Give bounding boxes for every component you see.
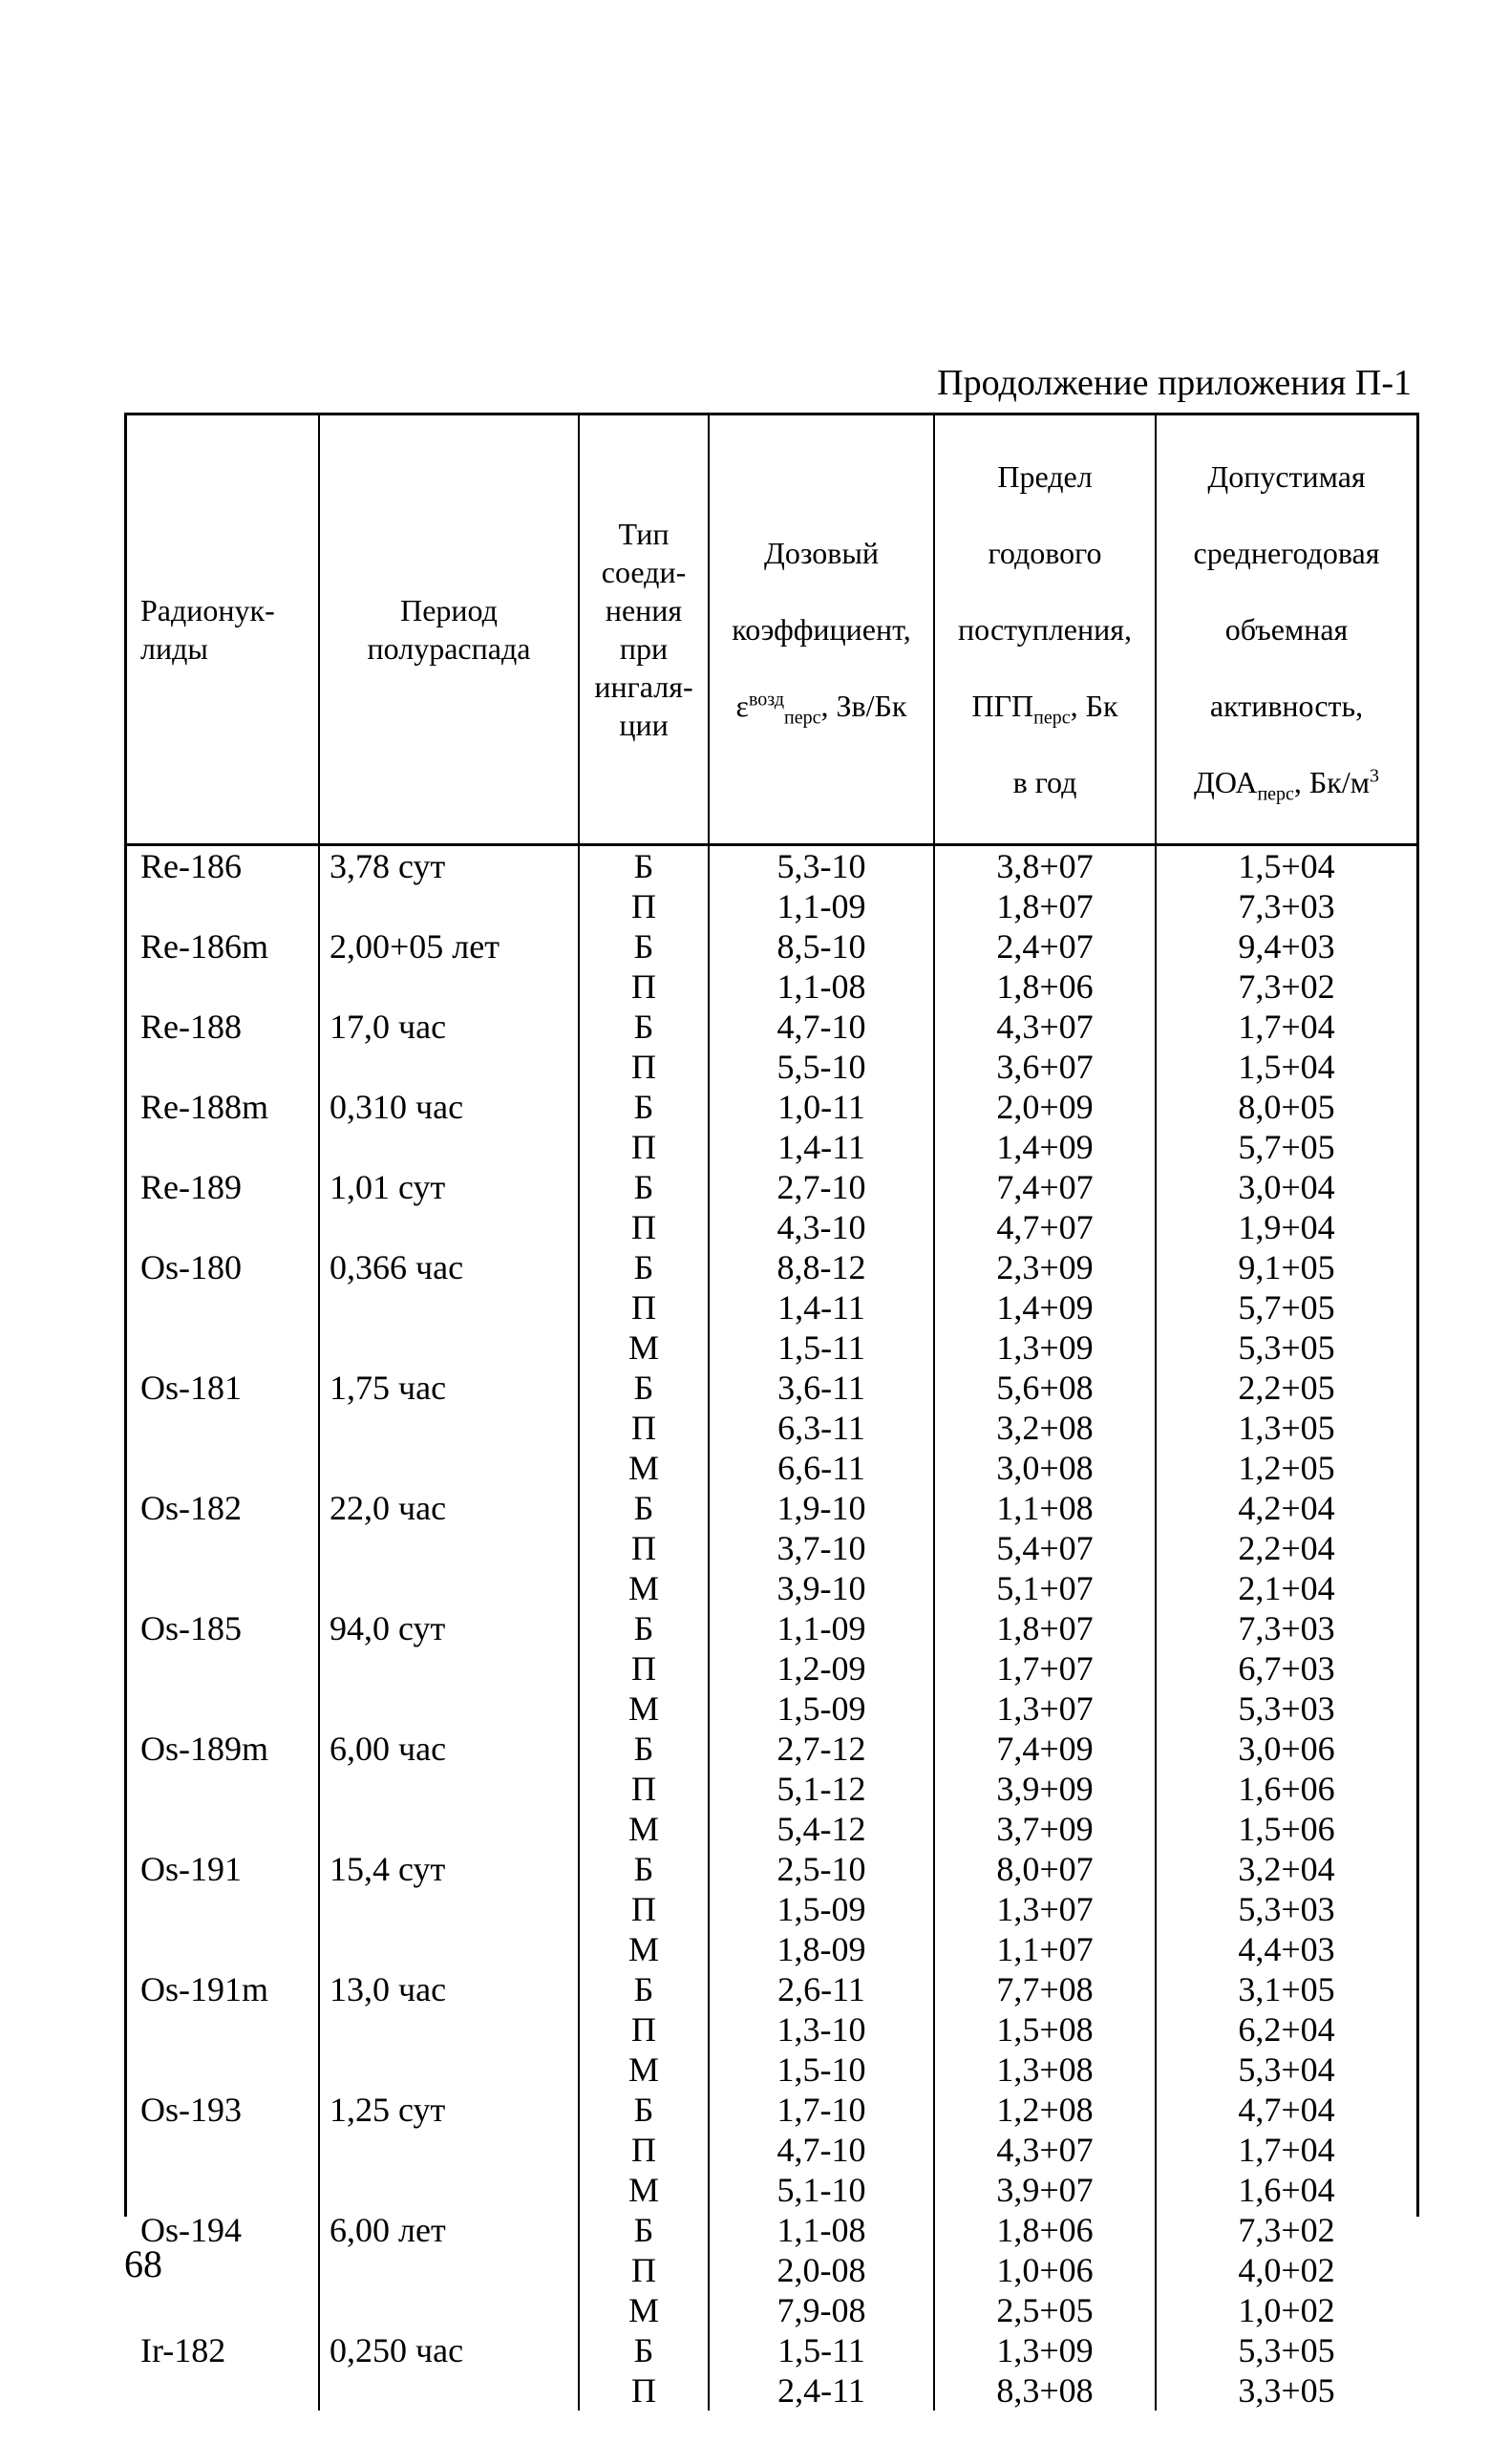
cell-intake-limit: 2,4+07 (934, 926, 1156, 966)
header-nuclide: Радионук- лиды (127, 415, 319, 845)
table-row (127, 1849, 1416, 1889)
cell-half-life (319, 1809, 579, 1849)
cell-nuclide (127, 1769, 319, 1809)
cell-intake-limit: 1,1+07 (934, 1929, 1156, 1969)
header-dose-line-1: Дозовый (763, 536, 879, 570)
table-row (127, 966, 1416, 1007)
cell-intake-limit: 3,9+09 (934, 1769, 1156, 1809)
cell-nuclide: Os-180 (127, 1247, 319, 1287)
cell-nuclide (127, 2170, 319, 2210)
cell-nuclide (127, 1127, 319, 1167)
cell-intake-limit: 3,8+07 (934, 845, 1156, 887)
cell-dose-coefficient: 6,3-11 (709, 1408, 934, 1448)
cell-nuclide (127, 2009, 319, 2050)
cell-intake-limit: 1,1+08 (934, 1488, 1156, 1528)
cell-half-life (319, 886, 579, 926)
cell-compound-type: П (579, 886, 709, 926)
cell-permissible-activity: 5,3+03 (1238, 1890, 1335, 1928)
cell-half-life: 0,366 час (319, 1247, 579, 1287)
cell-compound-type: М (579, 1809, 709, 1849)
cell-nuclide (127, 1207, 319, 1247)
cell-half-life: 6,00 лет (319, 2210, 579, 2250)
cell-intake-limit: 1,8+06 (934, 966, 1156, 1007)
cell-nuclide (127, 1929, 319, 1969)
table-row (127, 1448, 1416, 1488)
cell-compound-type: М (579, 2050, 709, 2090)
cell-intake-limit: 1,5+08 (934, 2009, 1156, 2050)
cell-intake-limit: 1,8+06 (934, 2210, 1156, 2250)
cell-dose-coefficient: 5,3-10 (709, 845, 934, 887)
cell-permissible-activity: 3,3+05 (1238, 2371, 1335, 2410)
cell-half-life: 17,0 час (319, 1007, 579, 1047)
cell-nuclide: Re-189 (127, 1167, 319, 1207)
cell-nuclide: Os-185 (127, 1608, 319, 1648)
table-row (127, 1167, 1416, 1207)
cell-half-life (319, 1047, 579, 1087)
cell-nuclide (127, 2050, 319, 2090)
cell-compound-type: П (579, 2009, 709, 2050)
cell-permissible-activity: 1,5+04 (1238, 1048, 1335, 1086)
cell-compound-type: Б (579, 2330, 709, 2370)
cell-dose-coefficient: 4,7-10 (709, 1007, 934, 1047)
cell-dose-coefficient: 3,9-10 (709, 1568, 934, 1608)
cell-half-life (319, 1328, 579, 1368)
cell-permissible-activity: 3,0+06 (1238, 1730, 1335, 1768)
table-row (127, 1568, 1416, 1608)
cell-half-life (319, 1689, 579, 1729)
cell-nuclide (127, 1648, 319, 1689)
cell-intake-limit: 1,3+07 (934, 1689, 1156, 1729)
cell-intake-limit: 3,0+08 (934, 1448, 1156, 1488)
cell-dose-coefficient: 1,5-09 (709, 1689, 934, 1729)
cell-permissible-activity: 1,7+04 (1238, 2131, 1335, 2169)
cell-dose-coefficient: 2,5-10 (709, 1849, 934, 1889)
header-dose-line-2: коэффициент, (732, 612, 911, 647)
cell-half-life: 15,4 сут (319, 1849, 579, 1889)
cell-permissible-activity: 4,7+04 (1238, 2091, 1335, 2129)
header-limit-line-5: в год (1012, 765, 1077, 799)
cell-dose-coefficient: 1,5-11 (709, 2330, 934, 2370)
cell-compound-type: Б (579, 1167, 709, 1207)
cell-permissible-activity: 7,3+02 (1238, 967, 1335, 1006)
cell-compound-type: Б (579, 1969, 709, 2009)
cell-compound-type: М (579, 1689, 709, 1729)
cell-half-life: 94,0 сут (319, 1608, 579, 1648)
cell-nuclide: Re-188 (127, 1007, 319, 1047)
cell-dose-coefficient: 1,4-11 (709, 1287, 934, 1328)
cell-compound-type: Б (579, 1488, 709, 1528)
table-row (127, 926, 1416, 966)
cell-permissible-activity: 3,1+05 (1238, 1970, 1335, 2008)
header-intake-limit (934, 415, 1156, 845)
cell-intake-limit: 1,4+09 (934, 1287, 1156, 1328)
cell-intake-limit: 1,3+09 (934, 2330, 1156, 2370)
cell-nuclide (127, 966, 319, 1007)
cell-compound-type: Б (579, 2210, 709, 2250)
cell-dose-coefficient: 1,5-09 (709, 1889, 934, 1929)
table-row (127, 1769, 1416, 1809)
cell-dose-coefficient: 1,8-09 (709, 1929, 934, 1969)
cell-dose-coefficient: 7,9-08 (709, 2290, 934, 2330)
cell-permissible-activity: 1,6+06 (1238, 1770, 1335, 1808)
cell-half-life (319, 2050, 579, 2090)
cell-half-life (319, 1207, 579, 1247)
table-row (127, 2370, 1416, 2411)
header-activity-line-3: объемная (1224, 612, 1349, 647)
cell-half-life: 3,78 сут (319, 845, 579, 887)
cell-nuclide (127, 1689, 319, 1729)
cell-dose-coefficient: 4,3-10 (709, 1207, 934, 1247)
cell-nuclide (127, 2370, 319, 2411)
cell-nuclide (127, 1287, 319, 1328)
cell-dose-coefficient: 1,9-10 (709, 1488, 934, 1528)
cell-half-life (319, 1929, 579, 1969)
header-limit-line-1: Предел (997, 459, 1093, 494)
cell-half-life (319, 2130, 579, 2170)
cell-compound-type: П (579, 1648, 709, 1689)
cell-compound-type: Б (579, 1087, 709, 1127)
cell-intake-limit: 8,0+07 (934, 1849, 1156, 1889)
cell-half-life (319, 1568, 579, 1608)
cell-intake-limit: 7,7+08 (934, 1969, 1156, 2009)
table-row (127, 1488, 1416, 1528)
cell-nuclide (127, 1408, 319, 1448)
cell-intake-limit: 8,3+08 (934, 2370, 1156, 2411)
cell-half-life: 22,0 час (319, 1488, 579, 1528)
cell-permissible-activity: 5,7+05 (1238, 1128, 1335, 1166)
cell-compound-type: П (579, 1528, 709, 1568)
header-limit-symbol: $ПГП_{перс}$, Бк (971, 689, 1118, 729)
cell-permissible-activity: 4,2+04 (1238, 1489, 1335, 1527)
table-row (127, 2210, 1416, 2250)
cell-compound-type: Б (579, 926, 709, 966)
cell-permissible-activity: 1,3+05 (1238, 1409, 1335, 1447)
cell-half-life: 1,75 час (319, 1368, 579, 1408)
cell-compound-type: Б (579, 1849, 709, 1889)
cell-compound-type: П (579, 1127, 709, 1167)
cell-compound-type: П (579, 2250, 709, 2290)
cell-nuclide (127, 886, 319, 926)
cell-permissible-activity: 5,3+03 (1238, 1689, 1335, 1728)
cell-compound-type: П (579, 1889, 709, 1929)
cell-dose-coefficient: 1,1-09 (709, 886, 934, 926)
table-row (127, 2290, 1416, 2330)
cell-intake-limit: 4,7+07 (934, 1207, 1156, 1247)
page-number: 68 (124, 2242, 162, 2285)
cell-dose-coefficient: 2,4-11 (709, 2370, 934, 2411)
cell-permissible-activity: 6,2+04 (1238, 2010, 1335, 2049)
cell-nuclide (127, 2290, 319, 2330)
table-row (127, 1328, 1416, 1368)
table-row (127, 1368, 1416, 1408)
cell-permissible-activity: 2,1+04 (1238, 1569, 1335, 1607)
table-row (127, 1087, 1416, 1127)
cell-compound-type: П (579, 1047, 709, 1087)
cell-compound-type: Б (579, 845, 709, 887)
cell-compound-type: М (579, 1328, 709, 1368)
cell-intake-limit: 1,8+07 (934, 1608, 1156, 1648)
table-row (127, 1287, 1416, 1328)
cell-compound-type: П (579, 1408, 709, 1448)
table-row (127, 886, 1416, 926)
cell-dose-coefficient: 1,2-09 (709, 1648, 934, 1689)
cell-compound-type: М (579, 1568, 709, 1608)
cell-nuclide (127, 1328, 319, 1368)
cell-compound-type: М (579, 2290, 709, 2330)
cell-dose-coefficient: 1,1-08 (709, 966, 934, 1007)
cell-half-life (319, 2009, 579, 2050)
cell-permissible-activity: 7,3+03 (1238, 887, 1335, 925)
cell-half-life (319, 1448, 579, 1488)
table-row (127, 1969, 1416, 2009)
table-row (127, 1528, 1416, 1568)
table-row (127, 1408, 1416, 1448)
cell-half-life: 1,25 сут (319, 2090, 579, 2130)
table-row (127, 2170, 1416, 2210)
cell-permissible-activity: 7,3+03 (1238, 1609, 1335, 1647)
cell-permissible-activity: 5,7+05 (1238, 1288, 1335, 1327)
cell-intake-limit: 2,0+09 (934, 1087, 1156, 1127)
table-row (127, 1207, 1416, 1247)
cell-nuclide (127, 1889, 319, 1929)
cell-nuclide: Os-189m (127, 1729, 319, 1769)
cell-intake-limit: 1,3+09 (934, 1328, 1156, 1368)
header-activity-symbol: $ДОА_{перс}$, $Бк/м^3$ (1194, 765, 1379, 805)
cell-half-life (319, 1408, 579, 1448)
cell-intake-limit: 3,2+08 (934, 1408, 1156, 1448)
cell-dose-coefficient: 2,6-11 (709, 1969, 934, 2009)
cell-intake-limit: 1,2+08 (934, 2090, 1156, 2130)
cell-permissible-activity: 5,3+04 (1238, 2050, 1335, 2089)
cell-permissible-activity: 3,2+04 (1238, 1850, 1335, 1888)
cell-compound-type: Б (579, 1608, 709, 1648)
cell-dose-coefficient: 4,7-10 (709, 2130, 934, 2170)
cell-intake-limit: 2,3+09 (934, 1247, 1156, 1287)
cell-dose-coefficient: 1,5-11 (709, 1328, 934, 1368)
cell-dose-coefficient: 3,7-10 (709, 1528, 934, 1568)
cell-dose-coefficient: 8,8-12 (709, 1247, 934, 1287)
cell-nuclide: Re-186m (127, 926, 319, 966)
cell-half-life (319, 1127, 579, 1167)
cell-permissible-activity: 1,5+04 (1238, 847, 1335, 885)
cell-permissible-activity: 1,6+04 (1238, 2171, 1335, 2209)
cell-intake-limit: 7,4+07 (934, 1167, 1156, 1207)
header-dose-coefficient (709, 415, 934, 845)
header-activity-line-1: Допустимая (1207, 459, 1366, 494)
cell-permissible-activity: 5,3+05 (1238, 1328, 1335, 1367)
cell-nuclide (127, 1528, 319, 1568)
cell-intake-limit: 5,4+07 (934, 1528, 1156, 1568)
header-activity-line-2: среднегодовая (1193, 536, 1380, 570)
cell-intake-limit: 1,4+09 (934, 1127, 1156, 1167)
cell-intake-limit: 2,5+05 (934, 2290, 1156, 2330)
cell-compound-type: П (579, 966, 709, 1007)
table-row (127, 1127, 1416, 1167)
cell-permissible-activity: 8,0+05 (1238, 1088, 1335, 1126)
cell-compound-type: П (579, 2370, 709, 2411)
cell-half-life: 0,250 час (319, 2330, 579, 2370)
cell-intake-limit: 7,4+09 (934, 1729, 1156, 1769)
cell-intake-limit: 1,3+08 (934, 2050, 1156, 2090)
cell-dose-coefficient: 6,6-11 (709, 1448, 934, 1488)
header-limit-line-2: годового (988, 536, 1102, 570)
cell-dose-coefficient: 5,1-10 (709, 2170, 934, 2210)
cell-dose-coefficient: 2,0-08 (709, 2250, 934, 2290)
table-row (127, 1729, 1416, 1769)
table-caption: Продолжение приложения П-1 (937, 363, 1412, 403)
header-dose-symbol: $\varepsilon^{возд}_{перс}$, Зв/Бк (735, 689, 907, 729)
header-activity-line-4: активность, (1209, 689, 1364, 723)
cell-permissible-activity: 1,5+06 (1238, 1810, 1335, 1848)
cell-compound-type: П (579, 1287, 709, 1328)
cell-intake-limit: 5,6+08 (934, 1368, 1156, 1408)
cell-permissible-activity: 9,1+05 (1238, 1248, 1335, 1286)
cell-half-life (319, 1648, 579, 1689)
cell-intake-limit: 1,0+06 (934, 2250, 1156, 2290)
cell-compound-type: Б (579, 1247, 709, 1287)
cell-nuclide: Re-186 (127, 845, 319, 887)
cell-half-life: 6,00 час (319, 1729, 579, 1769)
cell-compound-type: М (579, 2170, 709, 2210)
cell-nuclide: Os-193 (127, 2090, 319, 2130)
cell-dose-coefficient: 1,1-09 (709, 1608, 934, 1648)
table-row (127, 1648, 1416, 1689)
cell-half-life: 13,0 час (319, 1969, 579, 2009)
cell-intake-limit: 1,7+07 (934, 1648, 1156, 1689)
table-header-row (127, 415, 1416, 845)
cell-intake-limit: 1,8+07 (934, 886, 1156, 926)
cell-intake-limit: 4,3+07 (934, 2130, 1156, 2170)
cell-compound-type: П (579, 1769, 709, 1809)
cell-dose-coefficient: 1,4-11 (709, 1127, 934, 1167)
table-row (127, 1929, 1416, 1969)
cell-permissible-activity: 1,7+04 (1238, 1008, 1335, 1046)
cell-half-life (319, 2250, 579, 2290)
cell-dose-coefficient: 1,0-11 (709, 1087, 934, 1127)
cell-dose-coefficient: 5,4-12 (709, 1809, 934, 1849)
cell-dose-coefficient: 5,1-12 (709, 1769, 934, 1809)
cell-permissible-activity: 2,2+04 (1238, 1529, 1335, 1567)
cell-compound-type: Б (579, 1007, 709, 1047)
table-row (127, 1889, 1416, 1929)
cell-nuclide: Ir-182 (127, 2330, 319, 2370)
cell-permissible-activity: 2,2+05 (1238, 1369, 1335, 1407)
header-permissible-activity (1156, 415, 1416, 845)
cell-intake-limit: 3,9+07 (934, 2170, 1156, 2210)
table-row (127, 1247, 1416, 1287)
cell-permissible-activity: 4,4+03 (1238, 1930, 1335, 1968)
cell-permissible-activity: 6,7+03 (1238, 1649, 1335, 1688)
cell-permissible-activity: 5,3+05 (1238, 2331, 1335, 2369)
cell-nuclide: Re-188m (127, 1087, 319, 1127)
cell-nuclide: Os-181 (127, 1368, 319, 1408)
cell-half-life (319, 1889, 579, 1929)
cell-permissible-activity: 4,0+02 (1238, 2251, 1335, 2289)
cell-half-life (319, 1528, 579, 1568)
cell-intake-limit: 4,3+07 (934, 1007, 1156, 1047)
table-row (127, 2090, 1416, 2130)
table-row (127, 1608, 1416, 1648)
cell-permissible-activity: 7,3+02 (1238, 2211, 1335, 2249)
cell-half-life: 1,01 сут (319, 1167, 579, 1207)
header-compound-type: Тип соеди- нения при ингаля- ции (579, 415, 709, 845)
cell-nuclide: Os-191 (127, 1849, 319, 1889)
table-row (127, 2009, 1416, 2050)
cell-nuclide (127, 1568, 319, 1608)
cell-dose-coefficient: 1,5-10 (709, 2050, 934, 2090)
cell-intake-limit: 3,7+09 (934, 1809, 1156, 1849)
cell-permissible-activity: 1,2+05 (1238, 1449, 1335, 1487)
cell-permissible-activity: 1,0+02 (1238, 2291, 1335, 2329)
cell-nuclide: Os-191m (127, 1969, 319, 2009)
cell-half-life (319, 1769, 579, 1809)
header-limit-line-3: поступления, (958, 612, 1132, 647)
table-body (127, 845, 1416, 2411)
cell-dose-coefficient: 5,5-10 (709, 1047, 934, 1087)
cell-intake-limit: 1,3+07 (934, 1889, 1156, 1929)
cell-dose-coefficient: 2,7-10 (709, 1167, 934, 1207)
table-row (127, 2330, 1416, 2370)
cell-compound-type: Б (579, 1368, 709, 1408)
cell-dose-coefficient: 3,6-11 (709, 1368, 934, 1408)
cell-compound-type: М (579, 1929, 709, 1969)
cell-half-life (319, 2370, 579, 2411)
cell-intake-limit: 3,6+07 (934, 1047, 1156, 1087)
cell-half-life (319, 1287, 579, 1328)
cell-permissible-activity: 9,4+03 (1238, 927, 1335, 966)
cell-half-life: 0,310 час (319, 1087, 579, 1127)
cell-compound-type: Б (579, 1729, 709, 1769)
cell-permissible-activity: 3,0+04 (1238, 1168, 1335, 1206)
table-row (127, 1007, 1416, 1047)
table-row (127, 2130, 1416, 2170)
cell-dose-coefficient: 2,7-12 (709, 1729, 934, 1769)
cell-half-life (319, 2170, 579, 2210)
cell-compound-type: П (579, 2130, 709, 2170)
header-half-life: Период полураспада (319, 415, 579, 845)
cell-nuclide: Os-182 (127, 1488, 319, 1528)
cell-nuclide: Os-194 (127, 2210, 319, 2250)
cell-intake-limit: 5,1+07 (934, 1568, 1156, 1608)
cell-half-life: 2,00+05 лет (319, 926, 579, 966)
cell-dose-coefficient: 8,5-10 (709, 926, 934, 966)
table-row (127, 1047, 1416, 1087)
cell-dose-coefficient: 1,7-10 (709, 2090, 934, 2130)
table-row (127, 1689, 1416, 1729)
cell-nuclide (127, 2130, 319, 2170)
cell-nuclide (127, 1809, 319, 1849)
table-row (127, 2050, 1416, 2090)
cell-compound-type: М (579, 1448, 709, 1488)
cell-half-life (319, 966, 579, 1007)
cell-compound-type: Б (579, 2090, 709, 2130)
cell-nuclide (127, 1448, 319, 1488)
table-row (127, 1809, 1416, 1849)
cell-permissible-activity: 1,9+04 (1238, 1208, 1335, 1246)
cell-nuclide (127, 1047, 319, 1087)
table-row (127, 2250, 1416, 2290)
cell-half-life (319, 2290, 579, 2330)
cell-dose-coefficient: 1,3-10 (709, 2009, 934, 2050)
cell-compound-type: П (579, 1207, 709, 1247)
table-row (127, 845, 1416, 887)
cell-dose-coefficient: 1,1-08 (709, 2210, 934, 2250)
